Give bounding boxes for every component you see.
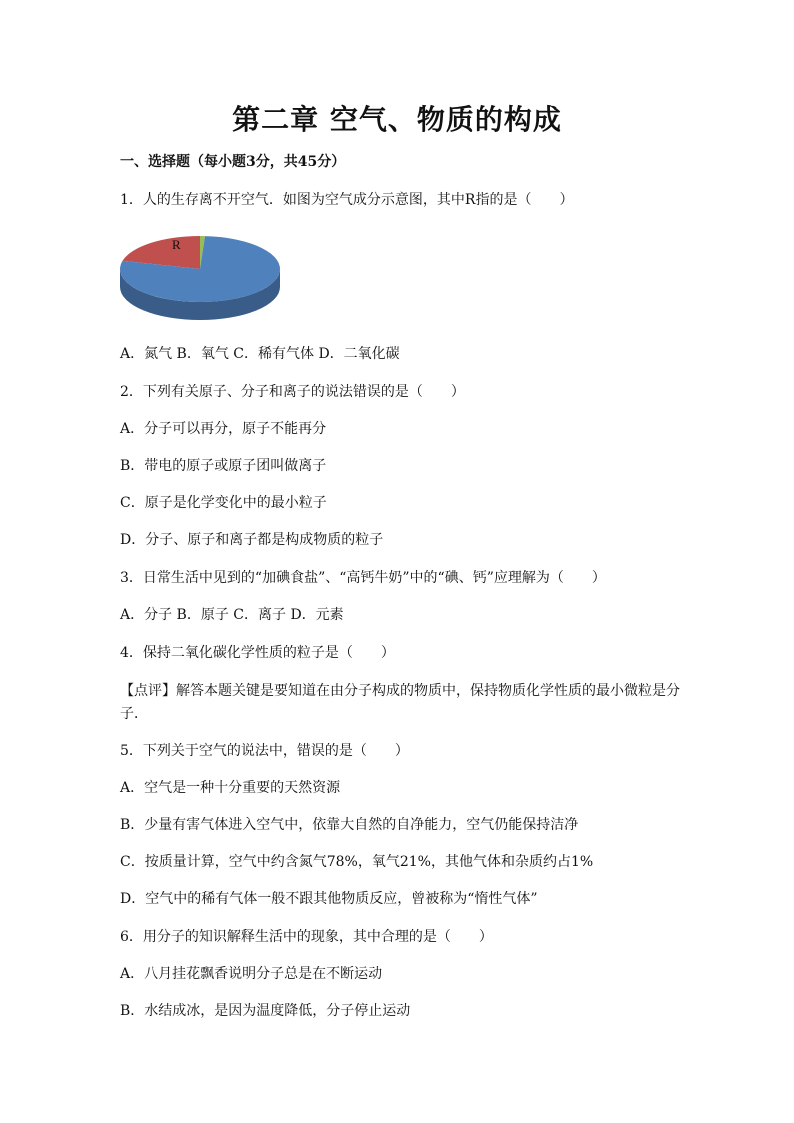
question-5-option-b: B．少量有害气体进入空气中，依靠大自然的自净能力，空气仍能保持洁净 bbox=[120, 817, 579, 833]
question-5-option-c: C．按质量计算，空气中约含氮气78%，氧气21%，其他气体和杂质约占1% bbox=[120, 854, 594, 870]
question-3-stem: 3．日常生活中见到的“加碘食盐”、“高钙牛奶”中的“碘、钙”应理解为（ ） bbox=[120, 570, 606, 586]
question-1-options: A．氮气 B．氧气 C．稀有气体 D．二氧化碳 bbox=[120, 346, 400, 362]
question-2-option-b: B．带电的原子或原子团叫做离子 bbox=[120, 458, 327, 474]
page-title: 第二章 空气、物质的构成 bbox=[232, 103, 562, 136]
pie-group bbox=[120, 236, 280, 320]
question-6-option-b: B．水结成冰，是因为温度降低，分子停止运动 bbox=[120, 1003, 411, 1019]
question-6-option-a: A．八月挂花飘香说明分子总是在不断运动 bbox=[120, 966, 383, 982]
question-2-option-c: C．原子是化学变化中的最小粒子 bbox=[120, 495, 327, 511]
pie-label-R: R bbox=[172, 237, 181, 252]
question-5-option-d: D．空气中的稀有气体一般不跟其他物质反应，曾被称为“惰性气体” bbox=[120, 891, 538, 907]
question-5-stem: 5．下列关于空气的说法中，错误的是（ ） bbox=[120, 743, 409, 759]
question-3-options: A．分子 B．原子 C．离子 D．元素 bbox=[120, 607, 344, 623]
section-heading: 一、选择题（每小题3分，共45分） bbox=[120, 154, 346, 170]
question-1-stem: 1．人的生存离不开空气．如图为空气成分示意图，其中R指的是（ ） bbox=[120, 192, 574, 208]
question-4-stem: 4．保持二氧化碳化学性质的粒子是（ ） bbox=[120, 645, 395, 661]
question-6-stem: 6．用分子的知识解释生活中的现象，其中合理的是（ ） bbox=[120, 929, 493, 945]
question-5-option-a: A．空气是一种十分重要的天然资源 bbox=[120, 780, 341, 796]
question-2-stem: 2．下列有关原子、分子和离子的说法错误的是（ ） bbox=[120, 384, 465, 400]
question-2-option-a: A．分子可以再分，原子不能再分 bbox=[120, 421, 327, 437]
question-4-comment: 【点评】解答本题关键是要知道在由分子构成的物质中，保持物质化学性质的最小微粒是分子． bbox=[120, 683, 680, 722]
question-2-option-d: D．分子、原子和离子都是构成物质的粒子 bbox=[120, 532, 384, 548]
air-composition-pie-chart bbox=[118, 226, 288, 331]
